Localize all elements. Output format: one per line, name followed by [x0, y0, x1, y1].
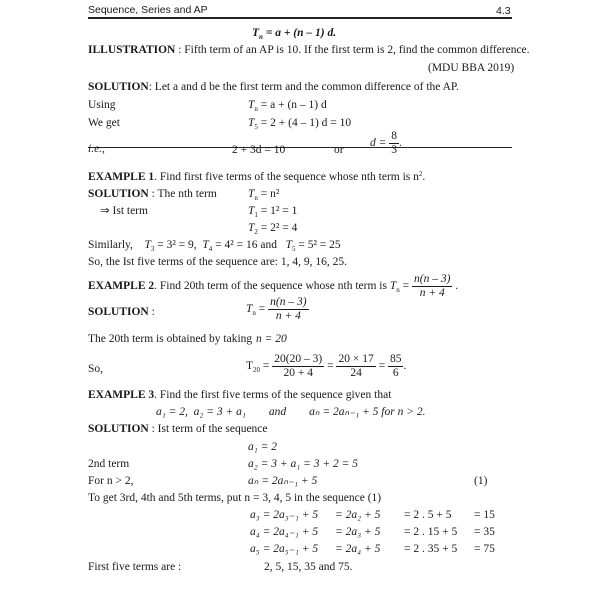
example1-conclusion: So, the Ist five terms of the sequence are: 1, 4, 9, 16, 25. — [88, 256, 348, 268]
example2-t20-calc: $T_{20}$ = $\frac{20(20 - 3)}{20 + 4}$ = $\frac{20 \times 17}{24}$ = $\frac{85}{6}$ . — [246, 353, 407, 379]
example2-taking-text: The 20th term is obtained by taking — [88, 333, 253, 345]
example1-similarly: Similarly, $T_3 = 3^2 = 9$, $T_4 = 4^2 = 16$ and $T_5 = 5^2 = 25$ — [88, 239, 341, 253]
d-value: d = $\frac{8}{3}$ . — [370, 130, 402, 156]
example1-eq-tn: $T_n = n^2$ — [248, 188, 280, 202]
illustration-statement: ILLUSTRATION : Fifth term of an AP is 10. If the first term is 2, find the common difference. — [88, 44, 530, 56]
ie-label: i.e., — [88, 143, 105, 155]
equation-tag: (1) — [474, 475, 488, 487]
example3-an: aₙ = 2aₙ₋₁ + 5 — [248, 475, 318, 487]
example3-a1: a₁ = 2 — [248, 441, 278, 453]
calc-a5-c2: = 2a₄ + 5 — [335, 543, 381, 555]
ie-or: or — [334, 144, 344, 156]
example1-solution: SOLUTION : The nth term — [88, 188, 217, 200]
example2-so: So, — [88, 363, 104, 375]
calc-a5-c3: = 2 . 35 + 5 — [404, 543, 458, 555]
example1-first-term-label: ⇒ Ist term — [100, 205, 148, 217]
example2-tn-formula: $T_n$ = $\frac{n(n - 3)}{n + 4}$ — [246, 296, 307, 322]
example3-a2: a₂ = 3 + a₁ = 3 + 2 = 5 — [248, 458, 359, 470]
example1-statement: EXAMPLE 1. Find first five terms of the sequence whose nth term is $n^2$. — [88, 170, 426, 183]
calc-a5-c4: = 75 — [474, 543, 495, 555]
calc-a4-c2: = 2a₃ + 5 — [335, 526, 381, 538]
calc-a3-c2: = 2a₂ + 5 — [335, 509, 381, 521]
example3-2nd-term-label: 2nd term — [88, 458, 130, 470]
example1-eq-t1: $T_1 = 1^2 = 1$ — [248, 205, 298, 219]
calc-a3-c4: = 15 — [474, 509, 495, 521]
calc-a4-c1: a₄ = 2a₄₋₁ + 5 — [250, 526, 319, 538]
illustration-solution: SOLUTION: Let a and d be the first term and the common difference of the AP. — [88, 81, 459, 93]
we-get-label: We get — [88, 117, 120, 129]
using-eq: $T_n = a + (n - 1)$ d — [248, 99, 327, 113]
example1-eq-t2: $T_2 = 2^2 = 4$ — [248, 222, 298, 236]
example2-solution-label: SOLUTION : — [88, 306, 155, 318]
ie-eq: 2 + 3d = 10 — [232, 144, 286, 156]
illustration-source: (MDU BBA 2019) — [428, 62, 515, 74]
example3-given: a₁ = 2, a₂ = 3 + a₁ and aₙ = 2aₙ₋₁ + 5 for n > 2. — [156, 406, 426, 418]
example2-statement: EXAMPLE 2. Find 20th term of the sequence whose nth term is $T_n$ = $\frac{n(n - 3)}{n + 4}$ . — [88, 272, 459, 299]
example3-to-get: To get 3rd, 4th and 5th terms, put n = 3, 4, 5 in the sequence (1) — [88, 492, 382, 504]
header-rule — [88, 17, 512, 19]
running-title: Sequence, Series and AP — [88, 4, 208, 16]
calc-a3-c3: = 2 . 5 + 5 — [404, 509, 452, 521]
example2-taking-value: n = 20 — [256, 333, 287, 345]
calc-a5-c1: a₅ = 2a₅₋₁ + 5 — [250, 543, 319, 555]
final-value: 2, 5, 15, 35 and 75. — [264, 561, 353, 573]
page-number: 4.3 — [496, 5, 511, 17]
formula-nth-term: $T_n = a + (n - 1)$ d. — [252, 27, 337, 41]
we-get-eq: $T_5 = 2 + (4 - 1) d = 10$ — [248, 117, 352, 131]
example3-statement: EXAMPLE 3. Find the first five terms of the sequence given that — [88, 389, 392, 401]
example3-solution: SOLUTION : Ist term of the sequence — [88, 423, 268, 435]
example3-for-n-label: For n > 2, — [88, 475, 134, 487]
calc-a3-c1: a₃ = 2a₃₋₁ + 5 — [250, 509, 319, 521]
using-label: Using — [88, 99, 116, 111]
ie-line — [88, 147, 512, 148]
final-label: First five terms are : — [88, 561, 182, 573]
calc-a4-c4: = 35 — [474, 526, 495, 538]
calc-a4-c3: = 2 . 15 + 5 — [404, 526, 458, 538]
